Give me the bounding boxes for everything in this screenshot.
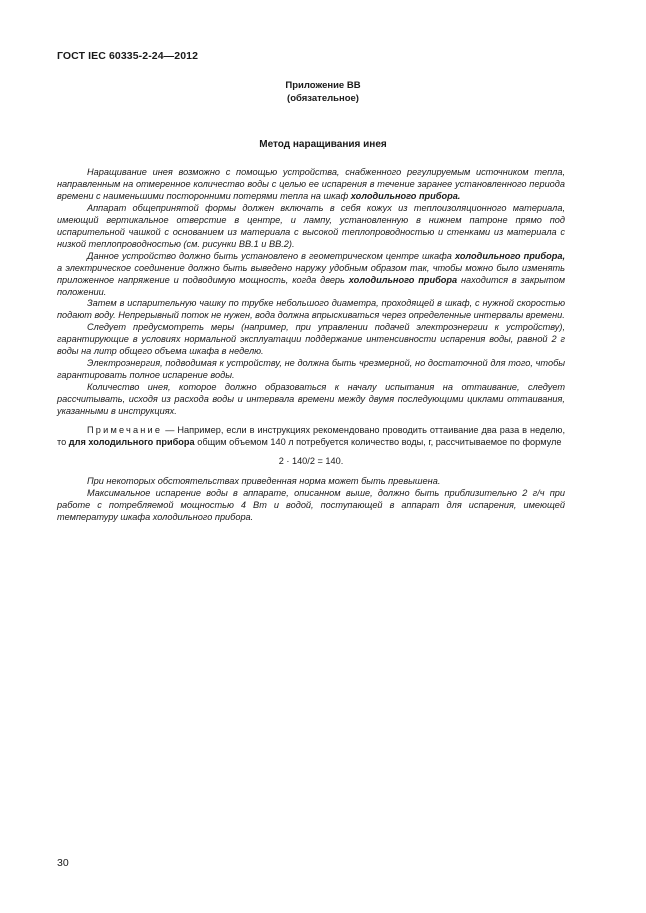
formula: 2 · 140/2 = 140.: [278, 455, 344, 466]
paragraph-8: При некоторых обстоятельствах приведенная норма может быть превышена.: [87, 475, 441, 486]
paragraph-6: Электроэнергия, подводимая к устройству, не должна быть чрезмерной, но достаточной для того, чтобы гарантировать полное испарение воды.: [57, 358, 565, 381]
appendix-title: Приложение ВВ: [285, 80, 361, 91]
paragraph-9: Максимальное испарение воды в аппарате, описанном выше, должно быть приблизительно 2 г/ч при работе с потребляемой мощностью 4 Вт и водой, поступающей в аппарат для испарения, имеющей температуру шкафа холодильного прибора.: [57, 487, 565, 522]
section-title: Метод наращивания инея: [259, 139, 387, 150]
standard-header: ГОСТ IEC 60335-2-24—2012: [57, 50, 199, 62]
appendix-status: (обязательное): [287, 93, 359, 104]
page-number: 30: [57, 857, 69, 869]
paragraph-4: Затем в испарительную чашку по трубке небольшого диаметра, проходящей в шкаф, с нужной скоростью подают воду. Непрерывный поток не нужен, вода должна впрыскиваться через определенные интервалы времени.: [57, 298, 565, 321]
paragraph-3: Данное устройство должно быть установлено в геометрическом центре шкафа холодильного прибора, а электрическое соединение должно быть выведено наружу удобным образом так, чтобы можно было изменять приложенное напряжение и подводимую мощность, когда дверь холодильного прибора находится в закрытом положении.: [57, 250, 565, 297]
body-text: [57, 167, 565, 524]
note-paragraph: Примечание — Например, если в инструкциях рекомендовано проводить оттаивание два раза в неделю, то для холодильного прибора общим объемом 140 л потребуется количество воды, г, рассчитываемое по формуле: [57, 425, 565, 447]
note-label: Примечание: [87, 425, 163, 436]
paragraph-1: Наращивание инея возможно с помощью устройства, снабженного регулируемым источником тепла, направленным на отмеренное количество воды с целью ее испарения в течение заранее установленного периода времени с наименьшими посторонними потерями тепла на шкаф холодильного прибора.: [57, 167, 565, 201]
paragraph-2: Аппарат общепринятой формы должен включать в себя кожух из теплоизоляционного материала, имеющий вертикальное отверстие в центре, и лампу, установленную в нижнем патроне прямо под испарительной чашкой с основанием из материала с высокой теплопроводностью и стенками из материала с низкой теплопроводностью (см. рисунки ВВ.1 и ВВ.2).: [57, 202, 565, 249]
paragraph-7: Количество инея, которое должно образоваться к началу испытания на оттаивание, следует рассчитывать, исходя из расхода воды и интервала времени между двумя последующими циклами оттаивания, указанными в инструкциях.: [57, 382, 565, 417]
paragraph-5: Следует предусмотреть меры (например, при управлении подачей электроэнергии к устройству), гарантирующие в условиях нормальной эксплуатации поддержание интенсивности испарения воды, равной 2 г воды на литр общего объема шкафа в неделю.: [57, 322, 565, 357]
